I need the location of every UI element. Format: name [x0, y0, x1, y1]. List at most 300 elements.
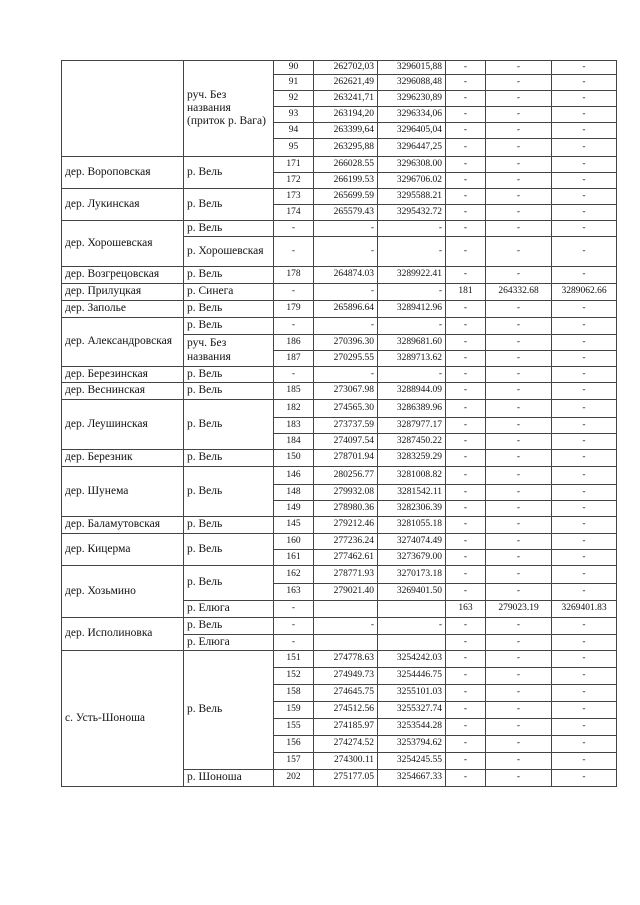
coordinate-value: 264874.03 [314, 267, 378, 284]
coordinate-value: 274778.63 [314, 651, 378, 668]
point-number: 171 [274, 157, 314, 173]
point-number: - [446, 770, 486, 787]
coordinate-value: - [552, 75, 617, 91]
table-row [62, 467, 617, 485]
coordinate-value: 3270173.18 [378, 566, 446, 584]
point-number: 202 [274, 770, 314, 787]
point-number: 173 [274, 189, 314, 205]
coordinate-value: - [486, 123, 552, 139]
table-row [62, 651, 617, 668]
coordinate-value: - [486, 566, 552, 584]
point-number: - [446, 157, 486, 173]
table-row [62, 566, 617, 584]
coordinate-value: - [552, 719, 617, 736]
coordinate-value: - [314, 237, 378, 267]
table-row [62, 301, 617, 318]
coordinate-value: 3289713.62 [378, 351, 446, 367]
coordinate-value: 3282306.39 [378, 501, 446, 517]
settlement-name: дер. Кицерма [62, 534, 184, 566]
point-number: 181 [446, 284, 486, 301]
coordinate-value: - [552, 301, 617, 318]
coordinate-value: 278980.36 [314, 501, 378, 517]
point-number: 95 [274, 139, 314, 157]
river-name: р. Елюга [184, 601, 274, 618]
coordinate-value: 3274074.49 [378, 534, 446, 550]
coordinate-value: - [486, 651, 552, 668]
coordinate-value: 3296308.00 [378, 157, 446, 173]
coordinate-value: - [486, 189, 552, 205]
river-name: р. Вель [184, 566, 274, 601]
settlement-name: дер. Лукинская [62, 189, 184, 221]
coordinate-value: - [552, 534, 617, 550]
coordinate-value: - [486, 434, 552, 450]
table-row [62, 318, 617, 335]
coordinate-value: 262702,03 [314, 61, 378, 75]
coordinate-value: 3288944.09 [378, 383, 446, 400]
coordinate-value: 274097.54 [314, 434, 378, 450]
point-number: - [446, 91, 486, 107]
point-number: 90 [274, 61, 314, 75]
point-number: - [446, 584, 486, 601]
point-number: 162 [274, 566, 314, 584]
coordinate-value: - [552, 123, 617, 139]
settlement-name: дер. Березник [62, 450, 184, 467]
coordinate-value: 274300.11 [314, 753, 378, 770]
table-row [62, 400, 617, 418]
point-number: 155 [274, 719, 314, 736]
coordinate-value: 3296447,25 [378, 139, 446, 157]
coordinate-value: - [552, 267, 617, 284]
point-number: - [446, 635, 486, 651]
point-number: - [446, 400, 486, 418]
settlement-name: дер. Шунема [62, 467, 184, 517]
coordinate-value: - [552, 450, 617, 467]
coordinate-value: - [552, 517, 617, 534]
coordinate-value: 277236.24 [314, 534, 378, 550]
coordinate-value: 274949.73 [314, 668, 378, 685]
coordinate-value: - [314, 284, 378, 301]
point-number: 163 [274, 584, 314, 601]
river-name: р. Вель [184, 301, 274, 318]
coordinate-value: - [552, 205, 617, 221]
point-number: - [274, 318, 314, 335]
coordinate-value: 3281008.82 [378, 467, 446, 485]
coordinate-value: 265896.64 [314, 301, 378, 318]
table-row [62, 618, 617, 635]
river-name: р. Вель [184, 651, 274, 770]
coordinate-value: 3289681.60 [378, 335, 446, 351]
coordinate-value: - [552, 91, 617, 107]
coordinate-value: - [552, 467, 617, 485]
coordinate-value: - [486, 534, 552, 550]
point-number: - [274, 284, 314, 301]
coordinate-value: 3287450.22 [378, 434, 446, 450]
coordinate-value: 270396.30 [314, 335, 378, 351]
table-row [62, 157, 617, 173]
point-number: 182 [274, 400, 314, 418]
coordinate-value: - [486, 301, 552, 318]
coordinate-value: 3254245.55 [378, 753, 446, 770]
coordinate-value: - [552, 550, 617, 566]
point-number: 185 [274, 383, 314, 400]
point-number: 152 [274, 668, 314, 685]
settlement-name: дер. Прилуцкая [62, 284, 184, 301]
coordinate-value: 280256.77 [314, 467, 378, 485]
point-number: - [446, 685, 486, 702]
coordinate-value: - [552, 434, 617, 450]
coordinate-value: 3281055.18 [378, 517, 446, 534]
point-number: - [274, 237, 314, 267]
point-number: - [446, 450, 486, 467]
coordinate-value: - [552, 770, 617, 787]
coordinate-value: 275177.05 [314, 770, 378, 787]
point-number: - [446, 418, 486, 434]
point-number: - [446, 301, 486, 318]
coordinate-value: - [378, 284, 446, 301]
coordinate-value: - [314, 618, 378, 635]
river-name: р. Вель [184, 450, 274, 467]
coordinate-value: - [552, 173, 617, 189]
coordinate-value: 3255327.74 [378, 702, 446, 719]
point-number: - [446, 467, 486, 485]
coordinate-value: - [552, 501, 617, 517]
point-number: - [446, 736, 486, 753]
coordinate-value: - [486, 351, 552, 367]
coordinate-value: 265699.59 [314, 189, 378, 205]
point-number: 148 [274, 485, 314, 501]
coordinate-value: 263295,88 [314, 139, 378, 157]
table-row [62, 267, 617, 284]
point-number: 187 [274, 351, 314, 367]
point-number: 178 [274, 267, 314, 284]
coordinate-value: 278771.93 [314, 566, 378, 584]
coordinate-value: - [486, 550, 552, 566]
point-number: - [446, 237, 486, 267]
settlement-name: дер. Исполиновка [62, 618, 184, 651]
table-row [62, 450, 617, 467]
coordinate-value: - [552, 157, 617, 173]
point-number: 172 [274, 173, 314, 189]
point-number: - [446, 267, 486, 284]
coordinate-value: 279023.19 [486, 601, 552, 618]
point-number: 158 [274, 685, 314, 702]
coordinate-value: - [486, 736, 552, 753]
table-row [62, 383, 617, 400]
coordinate-value [378, 601, 446, 618]
coordinate-value: 265579.43 [314, 205, 378, 221]
coordinate-value: 278701.94 [314, 450, 378, 467]
coordinate-value: - [486, 107, 552, 123]
river-name: р. Шоноша [184, 770, 274, 787]
coordinate-value: - [486, 685, 552, 702]
coordinate-value: 3283259.29 [378, 450, 446, 467]
coordinate-value: 3286389.96 [378, 400, 446, 418]
coordinate-value: - [552, 139, 617, 157]
coordinate-value: 3255101.03 [378, 685, 446, 702]
point-number: 161 [274, 550, 314, 566]
table-row [62, 221, 617, 237]
point-number: 150 [274, 450, 314, 467]
coordinate-value: - [552, 566, 617, 584]
river-name: р. Вель [184, 221, 274, 237]
point-number: 145 [274, 517, 314, 534]
point-number: 157 [274, 753, 314, 770]
point-number: - [446, 485, 486, 501]
coordinate-value: - [552, 685, 617, 702]
point-number: - [446, 618, 486, 635]
coordinate-value: - [552, 189, 617, 205]
coordinate-value: 263241,71 [314, 91, 378, 107]
coordinate-value: - [486, 221, 552, 237]
point-number: - [446, 566, 486, 584]
point-number: 159 [274, 702, 314, 719]
coordinate-value: - [552, 753, 617, 770]
coordinate-value: - [486, 318, 552, 335]
point-number: - [446, 335, 486, 351]
point-number: - [446, 383, 486, 400]
point-number: - [446, 318, 486, 335]
point-number: - [274, 221, 314, 237]
river-name: р. Вель [184, 618, 274, 635]
coordinate-value: - [486, 367, 552, 383]
coordinate-value: 263399,64 [314, 123, 378, 139]
coordinate-value: 3281542.11 [378, 485, 446, 501]
coordinate-value: - [552, 383, 617, 400]
river-name: р. Вель [184, 534, 274, 566]
coordinate-value: 3289062.66 [552, 284, 617, 301]
coordinate-value: - [486, 501, 552, 517]
coordinate-value: - [552, 351, 617, 367]
point-number: - [446, 550, 486, 566]
coordinate-value: 264332.68 [486, 284, 552, 301]
coordinate-value: 3296405,04 [378, 123, 446, 139]
coordinate-value: - [486, 237, 552, 267]
point-number: - [446, 668, 486, 685]
coordinate-value: - [486, 139, 552, 157]
settlement-name: дер. Леушинская [62, 400, 184, 450]
coordinate-value: - [486, 702, 552, 719]
coordinate-value: 3296230,89 [378, 91, 446, 107]
settlement-name: дер. Александровская [62, 318, 184, 367]
coordinate-value: 277462.61 [314, 550, 378, 566]
coordinate-value [314, 601, 378, 618]
point-number: - [446, 221, 486, 237]
table-row [62, 367, 617, 383]
river-name: руч. Без названия [184, 335, 274, 367]
settlement-name [62, 61, 184, 157]
coordinate-value: - [486, 450, 552, 467]
coordinate-value: - [552, 702, 617, 719]
coordinate-value: - [486, 400, 552, 418]
coordinate-value: 3273679.00 [378, 550, 446, 566]
coordinate-value: - [486, 584, 552, 601]
river-name: р. Вель [184, 400, 274, 450]
coordinate-value: 274512.56 [314, 702, 378, 719]
coordinate-value: 273067.98 [314, 383, 378, 400]
coordinate-value: - [486, 635, 552, 651]
coordinate-value: 3254242.03 [378, 651, 446, 668]
point-number: - [446, 534, 486, 550]
coordinate-value: 262621,49 [314, 75, 378, 91]
coordinate-value: - [552, 335, 617, 351]
point-number: - [446, 501, 486, 517]
coordinate-value: - [378, 318, 446, 335]
point-number: - [274, 367, 314, 383]
point-number: - [446, 205, 486, 221]
point-number: 183 [274, 418, 314, 434]
coordinate-value: - [486, 335, 552, 351]
coordinate-value: - [378, 367, 446, 383]
point-number: - [446, 173, 486, 189]
river-name: р. Вель [184, 157, 274, 189]
point-number: 149 [274, 501, 314, 517]
settlement-name: дер. Березинская [62, 367, 184, 383]
coordinate-value: - [552, 651, 617, 668]
point-number: - [446, 351, 486, 367]
coordinate-value: - [486, 267, 552, 284]
river-name: р. Вель [184, 367, 274, 383]
coordinate-value: 263194,20 [314, 107, 378, 123]
coordinate-value: 3296015,88 [378, 61, 446, 75]
table-row [62, 534, 617, 550]
point-number: - [446, 753, 486, 770]
coordinate-value: - [552, 668, 617, 685]
coordinate-value: - [486, 517, 552, 534]
point-number: 156 [274, 736, 314, 753]
coordinate-value: 270295.55 [314, 351, 378, 367]
coordinate-value: - [486, 91, 552, 107]
coordinates-table [61, 60, 617, 787]
point-number: - [446, 367, 486, 383]
table-row [62, 189, 617, 205]
point-number: 160 [274, 534, 314, 550]
point-number: - [446, 651, 486, 668]
coordinate-value: - [486, 618, 552, 635]
point-number: 93 [274, 107, 314, 123]
coordinate-value: - [314, 221, 378, 237]
coordinate-value: - [486, 770, 552, 787]
point-number: 174 [274, 205, 314, 221]
coordinate-value: - [486, 753, 552, 770]
coordinate-value: - [552, 584, 617, 601]
river-name: р. Вель [184, 383, 274, 400]
point-number: - [446, 517, 486, 534]
coordinate-value: 3296706.02 [378, 173, 446, 189]
coordinate-value: - [486, 467, 552, 485]
point-number: 91 [274, 75, 314, 91]
point-number: 186 [274, 335, 314, 351]
river-name: р. Вель [184, 467, 274, 517]
point-number: - [446, 434, 486, 450]
coordinate-value: - [486, 485, 552, 501]
coordinate-value: - [552, 618, 617, 635]
coordinate-value: 3295432.72 [378, 205, 446, 221]
settlement-name: дер. Баламутовская [62, 517, 184, 534]
point-number: 184 [274, 434, 314, 450]
coordinate-value: - [378, 221, 446, 237]
coordinate-value: - [486, 719, 552, 736]
coordinate-value [314, 635, 378, 651]
coordinate-value: 3269401.83 [552, 601, 617, 618]
table-row [62, 61, 617, 75]
coordinate-value: 274185.97 [314, 719, 378, 736]
coordinate-value: - [552, 400, 617, 418]
coordinate-value: 3289412.96 [378, 301, 446, 318]
point-number: 151 [274, 651, 314, 668]
coordinate-value: 3254446.75 [378, 668, 446, 685]
coordinate-value: - [486, 418, 552, 434]
coordinate-value: - [486, 383, 552, 400]
point-number: - [446, 719, 486, 736]
coordinate-value: - [552, 367, 617, 383]
point-number: - [446, 139, 486, 157]
coordinate-value: 3269401.50 [378, 584, 446, 601]
river-name: р. Елюга [184, 635, 274, 651]
table-row [62, 284, 617, 301]
coordinate-value: - [486, 157, 552, 173]
point-number: 94 [274, 123, 314, 139]
coordinate-value: 3287977.17 [378, 418, 446, 434]
coordinate-value: - [486, 205, 552, 221]
coordinate-value: - [552, 736, 617, 753]
coordinate-value: - [486, 668, 552, 685]
point-number: - [446, 123, 486, 139]
coordinate-value: - [552, 61, 617, 75]
river-name: руч. Без названия (приток р. Вага) [184, 61, 274, 157]
river-name: р. Вель [184, 189, 274, 221]
point-number: 92 [274, 91, 314, 107]
point-number: - [274, 618, 314, 635]
settlement-name: с. Усть-Шоноша [62, 651, 184, 787]
coordinate-value: - [552, 318, 617, 335]
coordinate-value: 274565.30 [314, 400, 378, 418]
coordinate-value: - [552, 635, 617, 651]
point-number: - [274, 635, 314, 651]
coordinate-value: 3295588.21 [378, 189, 446, 205]
point-number: 146 [274, 467, 314, 485]
coordinate-value: - [314, 318, 378, 335]
coordinate-value: - [552, 237, 617, 267]
settlement-name: дер. Заполье [62, 301, 184, 318]
coordinate-value: 3296088,48 [378, 75, 446, 91]
coordinate-value: 279021.40 [314, 584, 378, 601]
settlement-name: дер. Хозьмино [62, 566, 184, 618]
coordinate-value: - [486, 61, 552, 75]
point-number: - [446, 75, 486, 91]
river-name: р. Вель [184, 318, 274, 335]
coordinate-value: 266028.55 [314, 157, 378, 173]
coordinate-value: 274645.75 [314, 685, 378, 702]
coordinate-value: - [552, 107, 617, 123]
point-number: - [274, 601, 314, 618]
coordinate-value: - [378, 618, 446, 635]
point-number: - [446, 61, 486, 75]
point-number: - [446, 702, 486, 719]
coordinate-value: - [378, 237, 446, 267]
coordinate-value: - [552, 418, 617, 434]
river-name: р. Хорошевская [184, 237, 274, 267]
settlement-name: дер. Вороповская [62, 157, 184, 189]
coordinate-value: - [314, 367, 378, 383]
coordinate-value: 3254667.33 [378, 770, 446, 787]
coordinate-value: - [486, 173, 552, 189]
coordinate-value: 266199.53 [314, 173, 378, 189]
coordinate-value: - [552, 485, 617, 501]
settlement-name: дер. Возгрецовская [62, 267, 184, 284]
river-name: р. Вель [184, 517, 274, 534]
coordinate-value: 3296334,06 [378, 107, 446, 123]
coordinate-value: 3253794.62 [378, 736, 446, 753]
